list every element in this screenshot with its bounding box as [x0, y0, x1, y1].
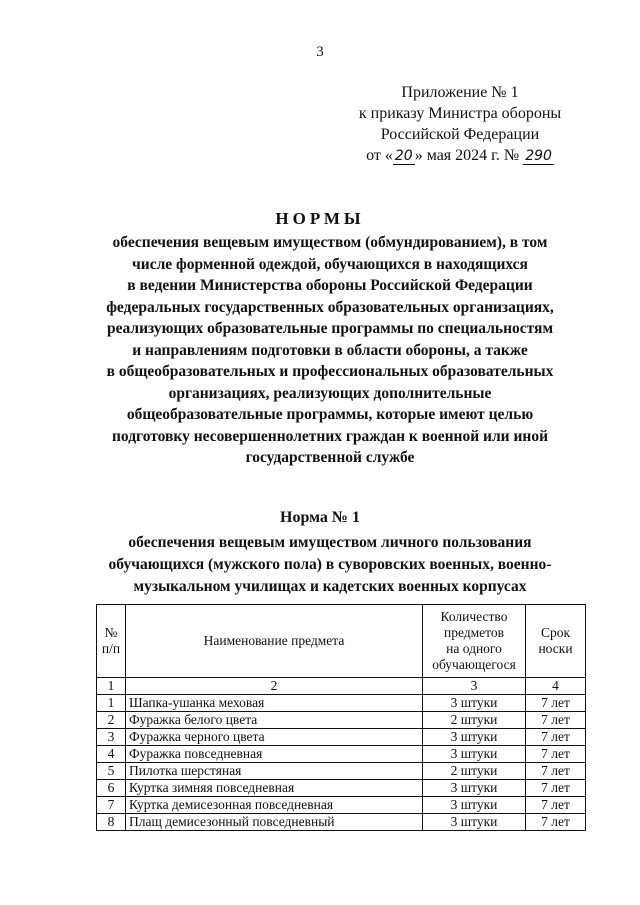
subtitle-line: общеобразовательные программы, которые имеют целью — [126, 406, 534, 423]
item-name: Пилотка шерстяная — [126, 763, 423, 780]
table-row — [97, 780, 586, 797]
subtitle-line: и направлениям подготовки в области обороны, а также — [132, 341, 528, 359]
date-middle: » мая 2024 г. № — [414, 147, 520, 164]
table-row — [97, 797, 586, 814]
subtitle-line: в общеобразовательных и профессиональных образовательных — [106, 363, 554, 380]
header-quantity-line: на одного — [446, 641, 502, 656]
item-quantity: 3 штуки — [423, 729, 526, 746]
item-name: Фуражка черного цвета — [126, 729, 423, 746]
header-quantity-line: Количество — [440, 609, 508, 624]
item-term: 7 лет — [526, 780, 586, 797]
document-subtitle — [90, 232, 570, 469]
table-row — [97, 746, 586, 763]
item-term: 7 лет — [526, 695, 586, 712]
subtitle-line: в ведении Министерства обороны Российской Федерации — [127, 277, 533, 294]
table-row — [97, 712, 586, 729]
column-number: 1 — [97, 678, 126, 695]
item-quantity: 3 штуки — [423, 746, 526, 763]
date-prefix: от « — [366, 147, 393, 164]
item-quantity: 3 штуки — [423, 695, 526, 712]
appendix-line-2: к приказу Министра обороны — [358, 105, 562, 122]
column-number: 4 — [526, 678, 586, 695]
item-term: 7 лет — [526, 797, 586, 814]
appendix-line-3: Российской Федерации — [380, 126, 540, 143]
subtitle-line: числе форменной одеждой, обучающихся в находящихся — [132, 255, 528, 273]
document-title: НОРМЫ — [275, 209, 365, 228]
norm-subtitle — [95, 532, 565, 598]
subtitle-line: федеральных государственных образовательных организациях, — [106, 298, 554, 316]
header-term-line: носки — [538, 641, 573, 656]
item-quantity: 2 штуки — [423, 712, 526, 729]
handwritten-day: 20 — [394, 148, 413, 164]
subtitle-line: организациях, реализующих дополнительные — [168, 384, 492, 402]
appendix-block — [320, 82, 600, 166]
item-quantity: 3 штуки — [423, 814, 526, 831]
header-quantity — [423, 605, 526, 678]
appendix-date-line — [320, 145, 600, 166]
norm-subtitle-line: обучающихся (мужского пола) в суворовских военных, военно- — [108, 556, 552, 573]
header-term — [526, 605, 586, 678]
row-number: 7 — [97, 797, 126, 814]
column-number: 3 — [423, 678, 526, 695]
header-term-line: Срок — [540, 625, 571, 640]
row-number: 1 — [97, 695, 126, 712]
table-row — [97, 695, 586, 712]
table-row — [97, 763, 586, 780]
subtitle-line: обеспечения вещевым имуществом (обмундированием), в том — [112, 234, 548, 251]
handwritten-order-number: 290 — [525, 148, 552, 164]
row-number: 3 — [97, 729, 126, 746]
item-term: 7 лет — [526, 763, 586, 780]
item-name: Куртка демисезонная повседневная — [126, 797, 423, 814]
norm-table — [96, 604, 586, 831]
subtitle-line: подготовку несовершеннолетних граждан к военной или иной — [111, 427, 549, 445]
item-term: 7 лет — [526, 729, 586, 746]
header-num-abbr: п/п — [101, 641, 121, 656]
subtitle-line: реализующих образовательные программы по специальностям — [106, 320, 554, 337]
item-term: 7 лет — [526, 814, 586, 831]
item-name: Шапка-ушанка меховая — [126, 695, 423, 712]
row-number: 4 — [97, 746, 126, 763]
item-name: Куртка зимняя повседневная — [126, 780, 423, 797]
table-row — [97, 814, 586, 831]
item-name: Фуражка повседневная — [126, 746, 423, 763]
row-number: 8 — [97, 814, 126, 831]
item-term: 7 лет — [526, 746, 586, 763]
header-quantity-line: предметов — [443, 625, 505, 640]
table-row — [97, 729, 586, 746]
row-number: 6 — [97, 780, 126, 797]
item-quantity: 3 штуки — [423, 797, 526, 814]
item-name: Плащ демисезонный повседневный — [126, 814, 423, 831]
appendix-line-1: Приложение № 1 — [401, 84, 519, 101]
item-quantity: 3 штуки — [423, 780, 526, 797]
header-num — [97, 605, 126, 678]
row-number: 5 — [97, 763, 126, 780]
item-name: Фуражка белого цвета — [126, 712, 423, 729]
page-number: 3 — [316, 44, 324, 60]
item-term: 7 лет — [526, 712, 586, 729]
column-number: 2 — [126, 678, 423, 695]
item-quantity: 2 штуки — [423, 763, 526, 780]
row-number: 2 — [97, 712, 126, 729]
norm-subtitle-line: обеспечения вещевым имуществом личного пользования — [128, 534, 532, 551]
column-number-row — [97, 678, 586, 695]
header-num-symbol: № — [104, 625, 118, 640]
header-quantity-line: обучающегося — [432, 657, 516, 672]
norm-subtitle-line: музыкальном училищах и кадетских военных корпусах — [133, 578, 527, 595]
table-header-row — [97, 605, 586, 678]
norm-title: Норма № 1 — [280, 509, 360, 526]
header-name: Наименование предмета — [126, 605, 423, 678]
subtitle-line: государственной службе — [245, 449, 415, 466]
